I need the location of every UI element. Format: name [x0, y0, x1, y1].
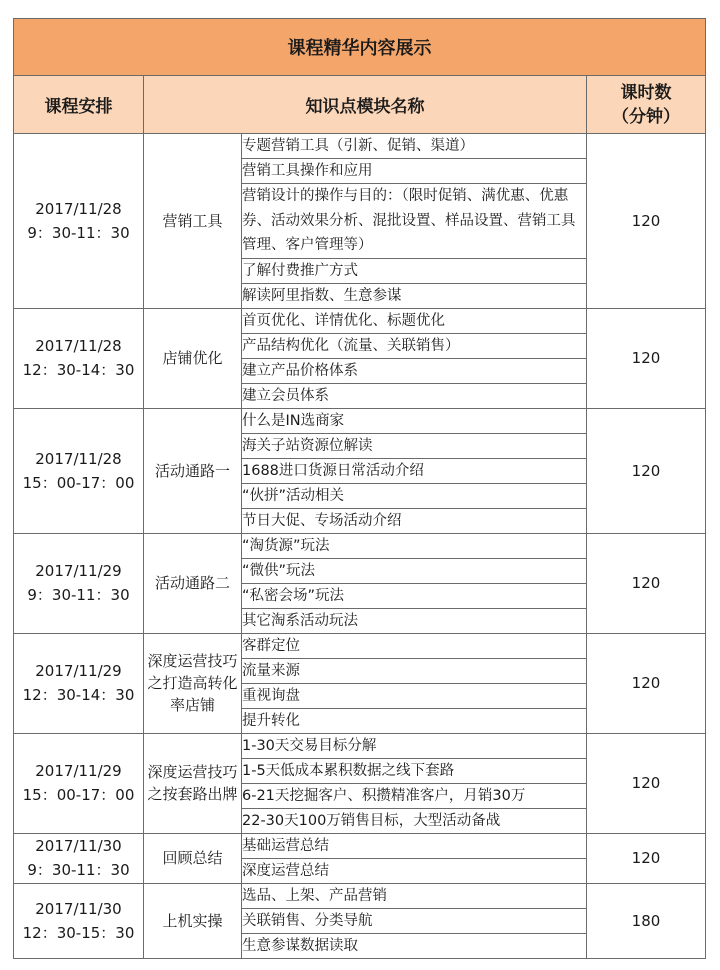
table-row: [14, 134, 706, 159]
header-hours: [587, 76, 706, 134]
header-hours-line2: （分钟）: [612, 106, 680, 127]
session-schedule: [14, 833, 144, 883]
session-date: 2017/11/28: [35, 337, 122, 355]
header-schedule: 课程安排: [14, 76, 144, 134]
session-module: 回顾总结: [144, 833, 242, 883]
session-date: 2017/11/29: [35, 662, 122, 680]
knowledge-point: 1-5天低成本累积数据之线下套路: [242, 758, 587, 783]
session-schedule: [14, 533, 144, 633]
session-hours: 120: [587, 308, 706, 408]
session-schedule: [14, 408, 144, 533]
knowledge-point: 流量来源: [242, 658, 587, 683]
knowledge-point: 1688进口货源日常活动介绍: [242, 458, 587, 483]
session-schedule: [14, 308, 144, 408]
session-hours: 120: [587, 134, 706, 309]
knowledge-point: 专题营销工具（引新、促销、渠道）: [242, 134, 587, 159]
knowledge-point: 关联销售、分类导航: [242, 908, 587, 933]
knowledge-point: 深度运营总结: [242, 858, 587, 883]
session-module: 店铺优化: [144, 308, 242, 408]
knowledge-point: 营销工具操作和应用: [242, 159, 587, 184]
session-date: 2017/11/28: [35, 199, 122, 218]
knowledge-point: 提升转化: [242, 708, 587, 733]
knowledge-point: 解读阿里指数、生意参谋: [242, 283, 587, 308]
session-time: 15：00-17：00: [22, 786, 135, 804]
session-module: 活动通路一: [144, 408, 242, 533]
table-row: [14, 533, 706, 558]
session-date: 2017/11/28: [35, 449, 122, 468]
table-row: [14, 883, 706, 908]
session-module: 活动通路二: [144, 533, 242, 633]
session-schedule: [14, 733, 144, 833]
knowledge-point: 节日大促、专场活动介绍: [242, 508, 587, 533]
knowledge-point: “淘货源”玩法: [242, 533, 587, 558]
session-hours: 120: [587, 833, 706, 883]
session-date: 2017/11/29: [35, 562, 122, 580]
session-date: 2017/11/30: [35, 899, 122, 918]
table-row: [14, 833, 706, 858]
session-hours: 120: [587, 408, 706, 533]
table-row: [14, 733, 706, 758]
knowledge-point: “微供”玩法: [242, 558, 587, 583]
session-module: 深度运营技巧之按套路出牌: [144, 733, 242, 833]
session-schedule: [14, 633, 144, 733]
session-hours: 120: [587, 533, 706, 633]
session-time: 9：30-11：30: [27, 861, 130, 879]
knowledge-point: 首页优化、详情优化、标题优化: [242, 308, 587, 333]
knowledge-point: 选品、上架、产品营销: [242, 883, 587, 908]
session-time: 9：30-11：30: [27, 223, 130, 242]
table-row: [14, 633, 706, 658]
knowledge-point: 其它淘系活动玩法: [242, 608, 587, 633]
knowledge-point: 生意参谋数据读取: [242, 933, 587, 958]
session-module: 深度运营技巧之打造高转化率店铺: [144, 633, 242, 733]
knowledge-point: 产品结构优化（流量、关联销售）: [242, 333, 587, 358]
knowledge-point: 了解付费推广方式: [242, 258, 587, 283]
knowledge-point: “伙拼”活动相关: [242, 483, 587, 508]
knowledge-point: 海关子站资源位解读: [242, 433, 587, 458]
table-row: [14, 408, 706, 433]
knowledge-point: “私密会场”玩法: [242, 583, 587, 608]
session-date: 2017/11/30: [35, 837, 122, 855]
header-knowledge: 知识点模块名称: [144, 76, 587, 134]
knowledge-point: 什么是IN选商家: [242, 408, 587, 433]
knowledge-point: 1-30天交易目标分解: [242, 733, 587, 758]
knowledge-point: 22-30天100万销售目标，大型活动备战: [242, 808, 587, 833]
session-time: 12：30-14：30: [22, 686, 135, 704]
session-time: 12：30-15：30: [22, 923, 135, 942]
session-time: 15：00-17：00: [22, 473, 135, 492]
header-hours-line1: 课时数: [620, 82, 672, 103]
session-hours: 120: [587, 633, 706, 733]
session-date: 2017/11/29: [35, 762, 122, 780]
session-schedule: [14, 134, 144, 309]
session-time: 12：30-14：30: [22, 361, 135, 379]
session-hours: 180: [587, 883, 706, 958]
table-title: 课程精华内容展示: [14, 19, 706, 76]
knowledge-point: 基础运营总结: [242, 833, 587, 858]
session-module: 营销工具: [144, 134, 242, 309]
knowledge-point: 6-21天挖掘客户、积攒精准客户，月销30万: [242, 783, 587, 808]
session-time: 9：30-11：30: [27, 586, 130, 604]
knowledge-point: 营销设计的操作与目的：（限时促销、满优惠、优惠券、活动效果分析、混批设置、样品设置、营销工具管理、客户管理等）: [242, 184, 587, 259]
session-hours: 120: [587, 733, 706, 833]
knowledge-point: 建立产品价格体系: [242, 358, 587, 383]
session-schedule: [14, 883, 144, 958]
table-row: [14, 308, 706, 333]
knowledge-point: 客群定位: [242, 633, 587, 658]
knowledge-point: 建立会员体系: [242, 383, 587, 408]
course-table: [13, 18, 706, 959]
knowledge-point: 重视询盘: [242, 683, 587, 708]
session-module: 上机实操: [144, 883, 242, 958]
